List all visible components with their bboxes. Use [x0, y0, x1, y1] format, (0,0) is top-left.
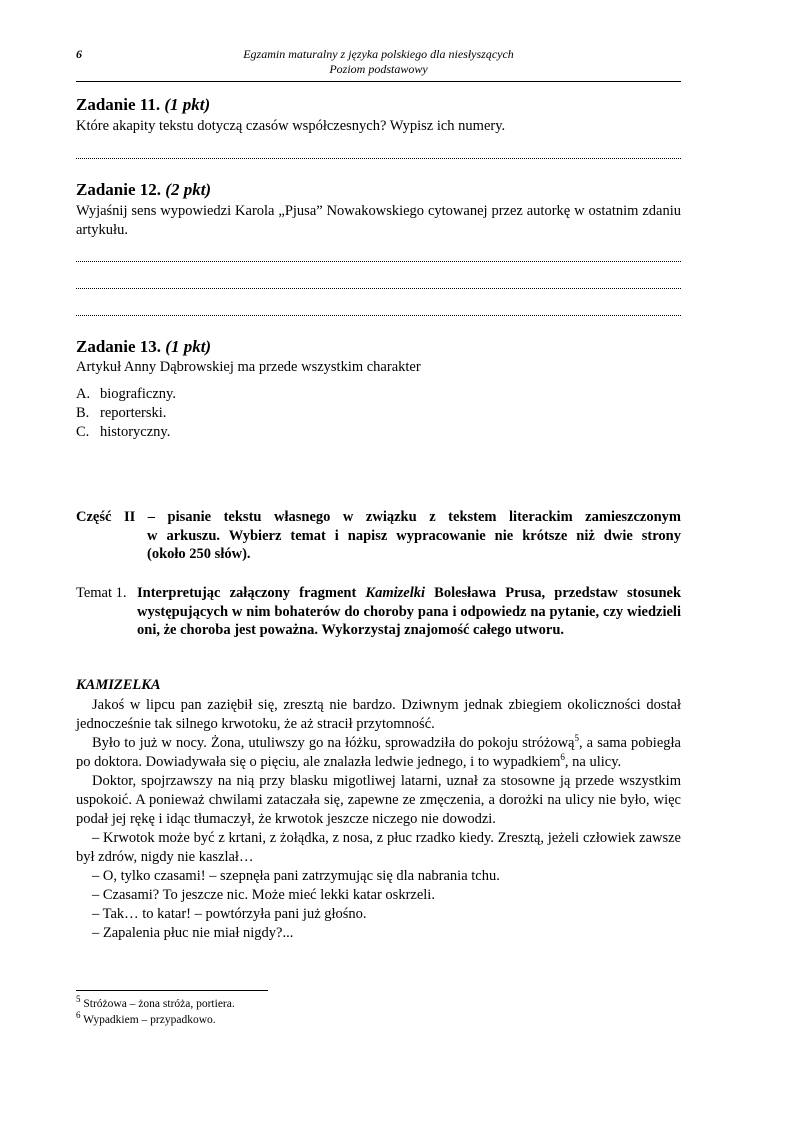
task11-heading	[76, 95, 210, 115]
footnote-number: 6	[76, 1010, 81, 1021]
option-b[interactable]	[76, 404, 166, 423]
header-title-line2: Poziom podstawowy	[329, 62, 428, 76]
story-paragraph: Doktor, spojrzawszy na nią przy blasku migotliwej latarni, uznał za stosowne ją przede wszystkim uspokoić. A ponieważ chwilami zataczała się, zapewne ze zmęczenia, a dorożki na ulicy nie było, więc podał jej rękę i idąc tłumaczył, że krwotok jeszcze niczego nie dowodzi.	[76, 773, 681, 827]
task12-label: Zadanie 12.	[76, 180, 162, 199]
story-paragraph	[76, 734, 681, 772]
part2-line1: Część II – pisanie tekstu własnego w związku z tekstem literackim zamieszczonym	[76, 509, 681, 525]
option-letter: C.	[76, 424, 90, 440]
task12-heading	[76, 180, 211, 200]
task13-question: Artykuł Anny Dąbrowskiej ma przede wszystkim charakter	[76, 359, 421, 375]
task13-label: Zadanie 13.	[76, 337, 162, 356]
story-paragraph: – Krwotok może być z krtani, z żołądka, z nosa, z płuc rzadko kiedy. Zresztą, jeżeli człowiek zawsze był zdrów, nigdy nie kaszlał…	[76, 830, 681, 865]
story-text-span: , na ulicy.	[564, 754, 622, 770]
story-paragraph: – Tak… to katar! – powtórzyła pani już głośno.	[92, 906, 367, 922]
option-letter: B.	[76, 405, 90, 421]
footnote-ref: 6	[560, 752, 565, 763]
task13-heading	[76, 337, 211, 357]
task11-question: Które akapity tekstu dotyczą czasów współczesnych? Wypisz ich numery.	[76, 118, 506, 134]
task12-question: Wyjaśnij sens wypowiedzi Karola „Pjusa” Nowakowskiego cytowanej przez autorkę w ostatnim zdaniu artykułu.	[76, 203, 681, 238]
footnote	[76, 1010, 216, 1027]
footnote-text: Wypadkiem – przypadkowo.	[80, 1014, 216, 1026]
footnote	[76, 994, 235, 1011]
story-paragraph: Jakoś w lipcu pan zaziębił się, zresztą nie bardzo. Dziwnym jednak zbiegiem okoliczności dostał jednocześnie tak silnego krwotoku, że aż stracił przytomność.	[76, 697, 681, 732]
task11-label: Zadanie 11.	[76, 95, 161, 114]
footnote-number: 5	[76, 994, 81, 1005]
task11-points: (1 pkt)	[164, 95, 211, 114]
footnote-divider	[76, 990, 268, 991]
story-paragraph: – Zapalenia płuc nie miał nigdy?...	[92, 925, 294, 941]
task12-points: (2 pkt)	[165, 180, 212, 199]
topic1-text-after: Bolesława Prusa, przedstaw stosunek występujących w nim bohaterów do choroby pana i odpowiedz na pytanie, czy wiedzieli oni, że choroba jest poważna. Wykorzystaj znajomość całego utworu.	[137, 585, 682, 638]
story-paragraph: – O, tylko czasami! – szepnęła pani zatrzymując się dla nabrania tchu.	[92, 868, 500, 884]
part2-line3: (około 250 słów).	[147, 546, 251, 562]
story-text-span: Było to już w nocy. Żona, utuliwszy go na łóżku, sprowadziła do pokoju stróżową	[92, 735, 575, 751]
page-number: 6	[76, 47, 82, 61]
answer-line[interactable]	[76, 305, 681, 316]
answer-line[interactable]	[76, 278, 681, 289]
footnote-text: Stróżowa – żona stróża, portiera.	[80, 998, 235, 1010]
topic1	[76, 584, 681, 640]
topic1-text-before: Interpretując załączony fragment	[137, 585, 366, 601]
part2-heading	[76, 508, 681, 564]
part2-line2: w arkuszu. Wybierz temat i napisz wypracowanie nie krótsze niż dwie strony	[147, 527, 681, 544]
option-text: historyczny.	[100, 424, 171, 440]
story-text	[76, 696, 681, 943]
page-header	[76, 47, 681, 82]
header-title-line1: Egzamin maturalny z języka polskiego dla niesłyszących	[243, 47, 514, 61]
option-letter: A.	[76, 386, 91, 402]
footnote-ref: 5	[574, 733, 579, 744]
topic1-text	[137, 584, 681, 640]
option-text: reporterski.	[100, 405, 167, 421]
topic1-work-title: Kamizelki	[365, 585, 426, 601]
answer-line[interactable]	[76, 148, 681, 159]
topic1-label: Temat 1.	[76, 585, 127, 601]
answer-line[interactable]	[76, 251, 681, 262]
story-title: KAMIZELKA	[76, 677, 161, 693]
header-title	[76, 47, 681, 77]
task13-points: (1 pkt)	[165, 337, 212, 356]
option-c[interactable]	[76, 423, 170, 442]
story-text-span: , a sama pobiegła po doktora. Dowiadywała się o pięciu, ale znalazła ledwie jednego, i to wypadkiem	[76, 735, 681, 770]
option-a[interactable]	[76, 385, 176, 404]
story-paragraph: – Czasami? To jeszcze nic. Może mieć lekki katar oskrzeli.	[92, 887, 435, 903]
option-text: biograficzny.	[100, 386, 176, 402]
